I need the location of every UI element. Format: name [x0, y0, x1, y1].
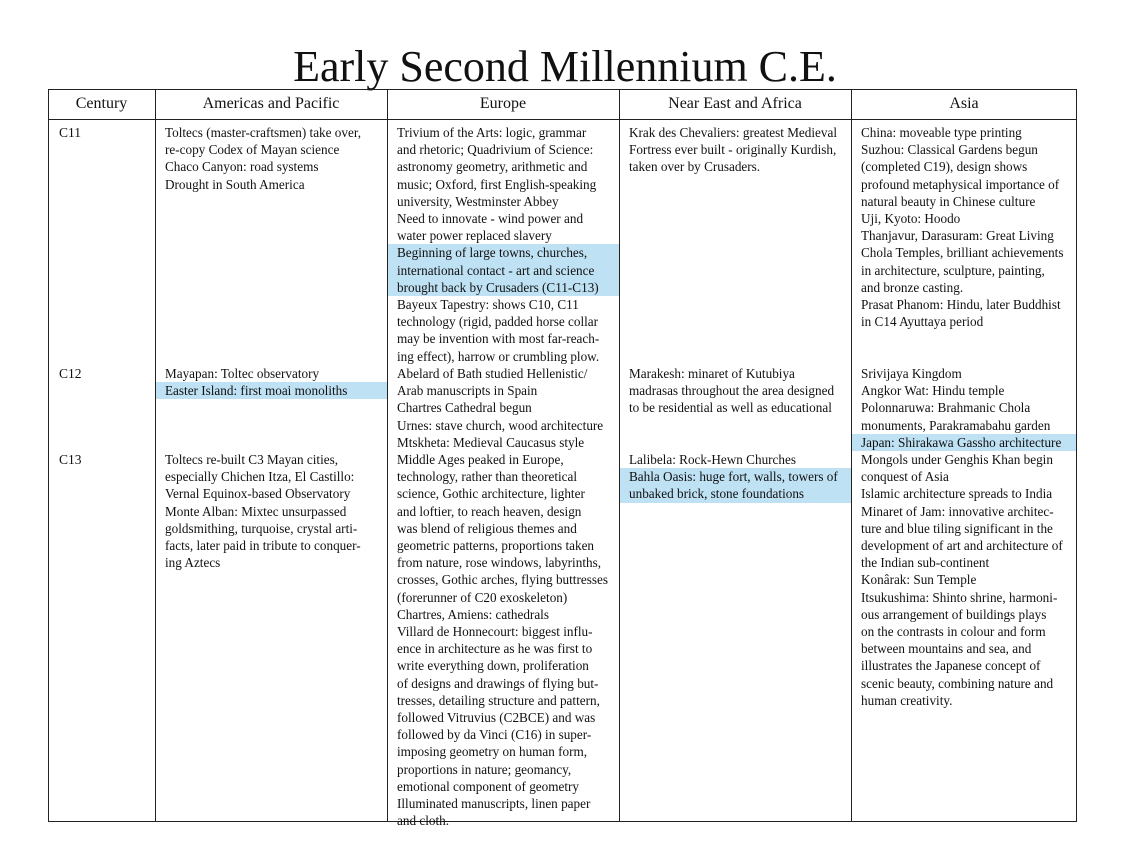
entry-line: Angkor Wat: Hindu temple [861, 383, 1005, 399]
cell-c12-near-east-africa [620, 365, 851, 417]
entry-line: Krak des Chevaliers: greatest Medieval [629, 125, 837, 140]
entry-line: Marakesh: minaret of Kutubiya [629, 366, 795, 381]
entry-line: of designs and drawings of flying but- [397, 675, 599, 691]
entry-line: was blend of religious themes and [397, 520, 577, 536]
entry-line: and loftier, to reach heaven, design [397, 503, 582, 519]
entry-line: Konârak: Sun Temple [861, 572, 977, 588]
entry-line: crosses, Gothic arches, flying buttresses [397, 572, 608, 588]
entry-line: ous arrangement of buildings plays [861, 606, 1047, 622]
entry-line: Thanjavur, Darasuram: Great Living [861, 228, 1054, 244]
highlighted-entry-line: Bahla Oasis: huge fort, walls, towers of [620, 468, 851, 485]
entry-line: and bronze casting. [861, 279, 964, 295]
entry-line: technology (rigid, padded horse collar [397, 314, 599, 330]
cell-c11-americas [156, 124, 387, 193]
entry-line: Prasat Phanom: Hindu, later Buddhist [861, 297, 1061, 313]
entry-line: Srivijaya Kingdom [861, 366, 962, 381]
cell-c13-americas [156, 451, 387, 571]
entry-line: Mongols under Genghis Khan begin [861, 452, 1053, 467]
entry-line: ence in architecture as he was first to [397, 641, 593, 657]
entry-line: astronomy geometry, arithmetic and [397, 159, 588, 175]
header-americas: Americas and Pacific [202, 95, 340, 112]
entry-line: Drought in South America [165, 176, 305, 192]
entry-line: conquest of Asia [861, 469, 949, 485]
entry-line: water power replaced slavery [397, 228, 552, 244]
entry-line: Trivium of the Arts: logic, grammar [397, 125, 587, 140]
cell-c11-near-east-africa [620, 124, 851, 176]
cell-c11-europe [388, 124, 619, 365]
header-century: Century [75, 95, 128, 112]
entry-line: scenic beauty, combining nature and [861, 675, 1054, 691]
entry-line: (completed C19), design shows [861, 159, 1028, 175]
entry-line: music; Oxford, first English-speaking [397, 176, 597, 192]
entry-line: taken over by Crusaders. [629, 159, 761, 175]
entry-line: Chola Temples, brilliant achievements [861, 245, 1064, 261]
entry-line: Monte Alban: Mixtec unsurpassed [165, 503, 347, 519]
entry-line: between mountains and sea, and [861, 641, 1032, 657]
entry-line: monuments, Parakramabahu garden [861, 417, 1051, 433]
entry-line: natural beauty in Chinese culture [861, 193, 1036, 209]
entry-line: proportions in nature; geomancy, [397, 761, 572, 777]
entry-line: on the contrasts in colour and form [861, 624, 1046, 640]
entry-line: China: moveable type printing [861, 125, 1022, 140]
entry-line: ture and blue tiling significant in the [861, 520, 1053, 536]
highlighted-entry-line: international contact - art and science [388, 262, 619, 279]
cell-c12-asia [852, 365, 1076, 451]
entry-line: from nature, rose windows, labyrinths, [397, 555, 602, 571]
entry-line: illustrates the Japanese concept of [861, 658, 1041, 674]
cell-c12-europe [388, 365, 619, 451]
entry-line: followed by da Vinci (C16) in super- [397, 727, 592, 743]
entry-line: the Indian sub-continent [861, 555, 990, 571]
header-asia: Asia [949, 95, 979, 112]
entry-line: technology, rather than theoretical [397, 469, 578, 485]
century-c11: C11 [59, 125, 82, 140]
century-c12: C12 [59, 366, 82, 381]
cell-c13-asia [852, 451, 1076, 709]
entry-line: science, Gothic architecture, lighter [397, 486, 585, 502]
entry-line: Mayapan: Toltec observatory [165, 366, 320, 381]
entry-line: human creativity. [861, 692, 953, 708]
entry-line: Toltecs (master-craftsmen) take over, [165, 125, 362, 140]
entry-line: Abelard of Bath studied Hellenistic/ [397, 366, 588, 381]
entry-line: followed Vitruvius (C2BCE) and was [397, 710, 596, 726]
entry-line: Polonnaruwa: Brahmanic Chola [861, 400, 1031, 416]
entry-line: especially Chichen Itza, El Castillo: [165, 469, 355, 485]
entry-line: Fortress ever built - originally Kurdish, [629, 142, 837, 158]
entry-line: Middle Ages peaked in Europe, [397, 452, 564, 467]
entry-line: university, Westminster Abbey [397, 193, 559, 209]
entry-line: Chartres, Amiens: cathedrals [397, 606, 549, 622]
entry-line: Urnes: stave church, wood architecture [397, 417, 604, 433]
entry-line: in C14 Ayuttaya period [861, 314, 984, 330]
entry-line: profound metaphysical importance of [861, 176, 1060, 192]
entry-line: geometric patterns, proportions taken [397, 538, 595, 554]
page-title: Early Second Millennium C.E. [293, 42, 837, 91]
entry-line: and cloth. [397, 813, 450, 829]
entry-line: Arab manuscripts in Spain [397, 383, 538, 399]
entry-line: development of art and architecture of [861, 538, 1063, 554]
entry-line: to be residential as well as educational [629, 400, 832, 416]
entry-line: goldsmithing, turquoise, crystal arti- [165, 520, 358, 536]
highlighted-entry-line: brought back by Crusaders (C11-C13) [388, 279, 619, 296]
entry-line: Toltecs re-built C3 Mayan cities, [165, 452, 339, 467]
entry-line: Illuminated manuscripts, linen paper [397, 796, 591, 812]
entry-line: may be invention with most far-reach- [397, 331, 600, 347]
entry-line: emotional component of geometry [397, 778, 580, 794]
entry-line: Bayeux Tapestry: shows C10, C11 [397, 297, 579, 313]
highlighted-entry-line: Beginning of large towns, churches, [388, 244, 619, 261]
entry-line: madrasas throughout the area designed [629, 383, 835, 399]
header-near-east-africa: Near East and Africa [668, 95, 802, 112]
entry-line: ing Aztecs [165, 555, 221, 571]
entry-line: Uji, Kyoto: Hoodo [861, 211, 961, 227]
entry-line: facts, later paid in tribute to conquer- [165, 538, 361, 554]
entry-line: Vernal Equinox-based Observatory [165, 486, 351, 502]
entry-line: write everything down, proliferation [397, 658, 589, 674]
cell-c12-americas [156, 365, 387, 399]
highlighted-entry-line: Japan: Shirakawa Gassho architecture [852, 434, 1076, 451]
entry-line: Itsukushima: Shinto shrine, harmoni- [861, 589, 1058, 605]
entry-line: in architecture, sculpture, painting, [861, 262, 1045, 278]
entry-line: Villard de Honnecourt: biggest influ- [397, 624, 593, 640]
entry-line: Need to innovate - wind power and [397, 211, 584, 227]
header-divider [48, 119, 1077, 120]
entry-line: ing effect), harrow or crumbling plow. [397, 348, 600, 364]
entry-line: and rhetoric; Quadrivium of Science: [397, 142, 594, 158]
header-europe: Europe [479, 95, 527, 112]
highlighted-entry-line: unbaked brick, stone foundations [620, 485, 851, 502]
entry-line: Chaco Canyon: road systems [165, 159, 319, 175]
entry-line: imposing geometry on human form, [397, 744, 588, 760]
entry-line: tresses, detailing structure and pattern, [397, 692, 600, 708]
entry-line: Suzhou: Classical Gardens begun [861, 142, 1038, 158]
cell-c13-near-east-africa [620, 451, 851, 503]
highlighted-entry-line: Easter Island: first moai monoliths [156, 382, 387, 399]
entry-line: Islamic architecture spreads to India [861, 486, 1053, 502]
entry-line: Mtskheta: Medieval Caucasus style [397, 434, 585, 450]
cell-c11-asia [852, 124, 1076, 330]
entry-line: re-copy Codex of Mayan science [165, 142, 340, 158]
entry-line: Minaret of Jam: innovative architec- [861, 503, 1054, 519]
cell-c13-europe [388, 451, 619, 829]
entry-line: Chartres Cathedral begun [397, 400, 532, 416]
century-c13: C13 [59, 452, 82, 467]
entry-line: (forerunner of C20 exoskeleton) [397, 589, 568, 605]
entry-line: Lalibela: Rock-Hewn Churches [629, 452, 796, 467]
